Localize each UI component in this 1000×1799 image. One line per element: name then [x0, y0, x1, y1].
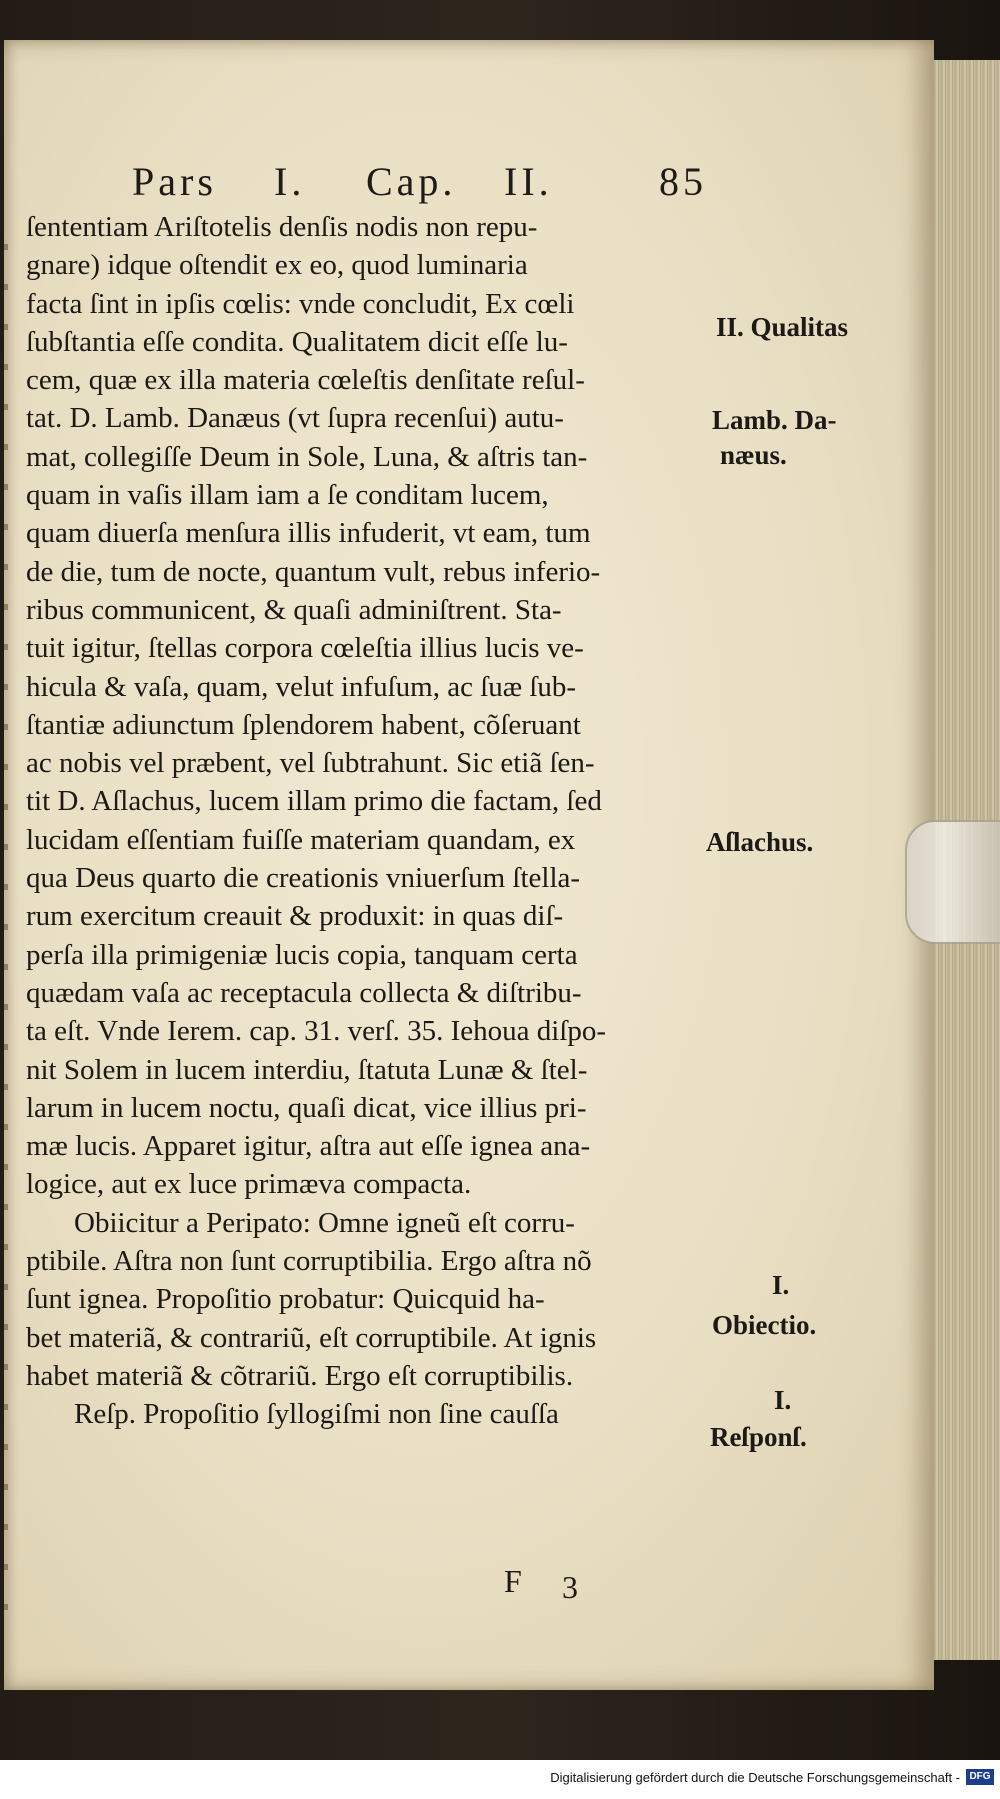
- text-line: ſtantiæ adiunctum ſplendorem habent, cõſeruant: [26, 708, 581, 741]
- header-cap: Cap.: [366, 159, 457, 204]
- text-line: habet materiã & cõtrariũ. Ergo eſt corruptibilis.: [26, 1359, 574, 1392]
- dfg-logo: DFG: [966, 1769, 994, 1785]
- text-line: bet materiã, & contrariũ, eſt corruptibile. At ignis: [26, 1321, 597, 1354]
- text-line: gnare) idque oſtendit ex eo, quod luminaria: [26, 249, 528, 282]
- text-line: quam in vaſis illam iam a ſe conditam lucem,: [26, 479, 549, 512]
- margin-note-lamb-line1: Lamb. Da-: [712, 405, 837, 435]
- footer-credit: Digitalisierung gefördert durch die Deutsche Forschungsgemeinschaft -: [550, 1770, 960, 1785]
- margin-note-qualitas: II. Qualitas: [716, 312, 849, 342]
- text-line: hicula & vaſa, quam, velut infuſum, ac ſuæ ſub-: [26, 670, 577, 703]
- margin-note-obiectio-number: I.: [772, 1270, 790, 1300]
- text-line: ptibile. Aſtra non ſunt corruptibilia. Ergo aſtra nõ: [26, 1245, 592, 1278]
- text-line: lucidam eſſentiam fuiſſe materiam quandam, ex: [26, 823, 576, 856]
- signature-letter: F: [504, 1563, 522, 1599]
- page-edge-marks: [4, 210, 8, 1610]
- page-number: 85: [659, 159, 707, 204]
- text-line: Reſp. Propoſitio ſyllogiſmi non ſine cauſſa: [74, 1398, 559, 1431]
- header-cap-number: II.: [504, 159, 553, 204]
- book-clip: [905, 820, 1000, 944]
- text-line: perſa illa primigeniæ lucis copia, tanquam certa: [26, 938, 578, 971]
- text-line: mæ lucis. Apparet igitur, aſtra aut eſſe ignea ana-: [26, 1130, 591, 1163]
- text-line: ſunt ignea. Propoſitio probatur: Quicquid ha-: [26, 1283, 545, 1316]
- text-line: logice, aut ex luce primæva compacta.: [26, 1168, 472, 1201]
- margin-note-aslachus: Aſlachus.: [706, 827, 814, 857]
- text-line: ribus communicent, & quaſi adminiſtrent. Sta-: [26, 593, 562, 626]
- text-line: larum in lucem noctu, quaſi dicat, vice illius pri-: [26, 1091, 587, 1124]
- text-line: ſubſtantia eſſe condita. Qualitatem dicit eſſe lu-: [26, 325, 568, 358]
- text-line: rum exercitum creauit & produxit: in quas diſ-: [26, 900, 564, 933]
- text-line: quam diuerſa menſura illis infuderit, vt eam, tum: [26, 517, 591, 550]
- body-text: [26, 208, 716, 1434]
- text-line: nit Solem in lucem interdiu, ſtatuta Lunæ & ſtel-: [26, 1053, 588, 1086]
- text-line: tat. D. Lamb. Danæus (vt ſupra recenſui) autu-: [26, 402, 564, 435]
- header-pars: Pars: [132, 159, 217, 204]
- text-line: ſententiam Ariſtotelis denſis nodis non repu-: [26, 211, 538, 243]
- margin-note-respons-number: I.: [774, 1385, 792, 1415]
- text-line: Obiicitur a Peripato: Omne igneũ eſt corru-: [74, 1206, 575, 1239]
- text-line: quædam vaſa ac receptacula collecta & diſtribu-: [26, 976, 582, 1009]
- signature-number: 3: [562, 1569, 578, 1605]
- book-page: [4, 40, 934, 1690]
- text-line: facta ſint in ipſis cœlis: vnde concludit, Ex cœli: [26, 287, 575, 320]
- margin-note-lamb-line2: næus.: [720, 440, 787, 470]
- text-line: cem, quæ ex illa materia cœleſtis denſitate reſul-: [26, 364, 585, 397]
- text-line: de die, tum de nocte, quantum vult, rebus inferio-: [26, 555, 601, 588]
- text-line: tuit igitur, ſtellas corpora cœleſtia illius lucis ve-: [26, 632, 584, 665]
- text-line: ta eſt. Vnde Ierem. cap. 31. verſ. 35. Iehoua diſpo-: [26, 1015, 607, 1048]
- text-line: qua Deus quarto die creationis vniuerſum ſtella-: [26, 862, 581, 895]
- text-line: tit D. Aſlachus, lucem illam primo die factam, ſed: [26, 785, 602, 818]
- margin-note-obiectio: Obiectio.: [712, 1310, 817, 1340]
- text-line: ac nobis vel præbent, vel ſubtrahunt. Sic etiã ſen-: [26, 747, 595, 780]
- margin-note-respons: Reſponſ.: [710, 1422, 807, 1452]
- header-pars-number: I.: [274, 159, 306, 204]
- text-line: mat, collegiſſe Deum in Sole, Luna, & aſtris tan-: [26, 440, 588, 473]
- footer-bar: [0, 1760, 1000, 1799]
